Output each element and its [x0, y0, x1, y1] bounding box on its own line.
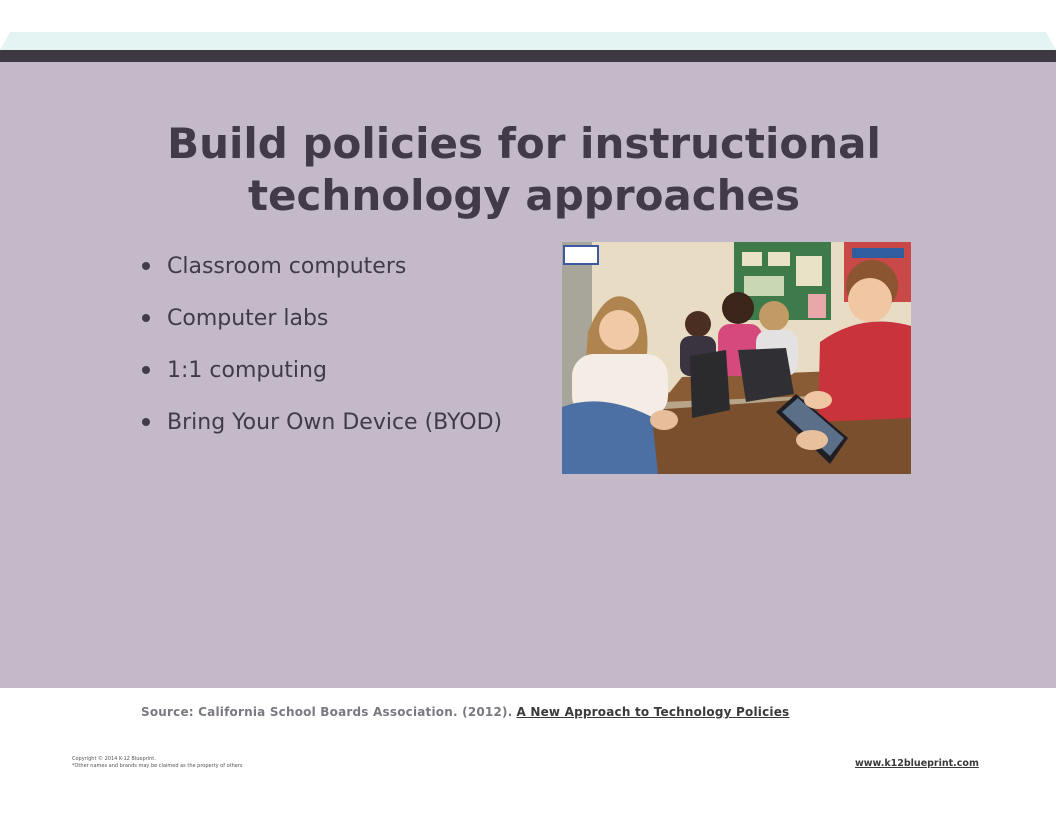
bullet-item [142, 396, 502, 448]
source-citation [141, 705, 789, 719]
top-bar [0, 50, 1056, 62]
bullet-text: Computer labs [167, 305, 329, 331]
bullet-dot-icon [142, 418, 150, 426]
bullet-dot-icon [142, 366, 150, 374]
classroom-photo [562, 242, 911, 474]
bullet-dot-icon [142, 314, 150, 322]
classroom-photo-illustration [562, 242, 911, 474]
slide-title [100, 118, 948, 222]
title-line-2: technology approaches [247, 171, 801, 220]
copyright-line-2: *Other names and brands may be claimed as the property of others [72, 763, 243, 769]
website-link[interactable]: www.k12blueprint.com [855, 758, 979, 769]
bullet-text: 1:1 computing [167, 357, 327, 383]
copyright-notice [72, 756, 243, 770]
copyright-line-1: Copyright © 2014 K-12 Blueprint. [72, 756, 156, 762]
bullet-item [142, 292, 502, 344]
source-link[interactable]: A New Approach to Technology Policies [516, 705, 790, 719]
title-line-1: Build policies for instructional [167, 119, 881, 168]
bullet-item [142, 344, 502, 396]
top-accent-strip [0, 32, 1056, 50]
source-label: Source: California School Boards Association. (2012). [141, 705, 513, 719]
bullet-list [142, 240, 502, 448]
bullet-text: Classroom computers [167, 253, 407, 279]
bullet-text: Bring Your Own Device (BYOD) [167, 409, 503, 435]
bullet-dot-icon [142, 262, 150, 270]
bullet-item [142, 240, 502, 292]
